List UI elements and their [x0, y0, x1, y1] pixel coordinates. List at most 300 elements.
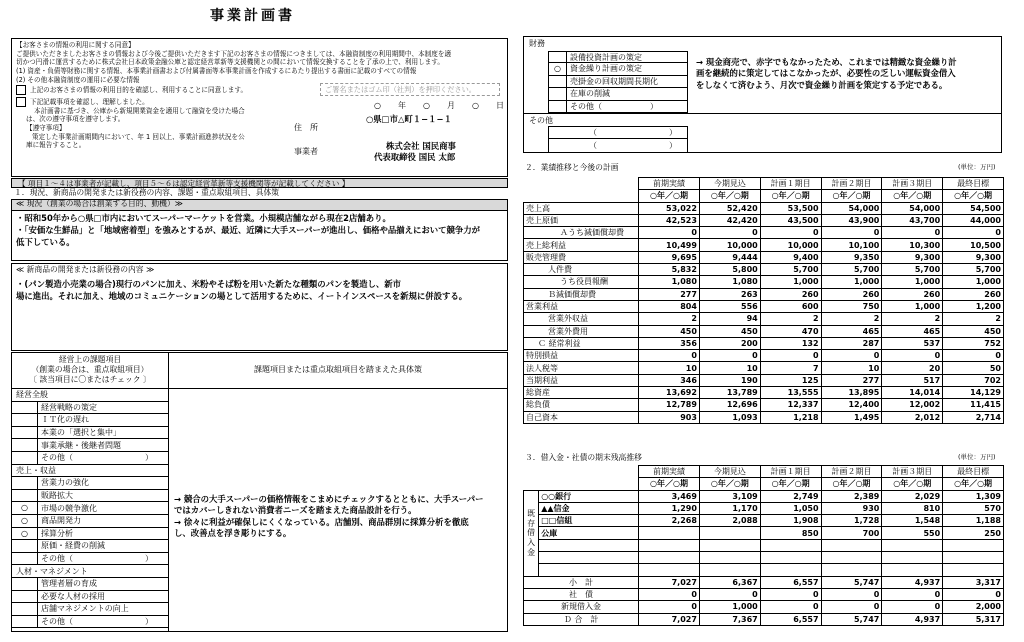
value-cell[interactable]: 250 — [943, 527, 1004, 539]
value-cell[interactable]: 2,012 — [882, 411, 943, 423]
value-cell[interactable]: 13,789 — [699, 387, 760, 399]
column-header: 計画３期目 — [882, 466, 943, 478]
consent-body: ご提供いただきましたお客さまの情報および今後ご提供いただきます下記のお客さまの情報につきましては、本融資制度の利用期間中、本制度を適 — [16, 49, 452, 58]
lender-name[interactable]: 公庫 — [539, 527, 639, 539]
value-cell[interactable]: 850 — [760, 527, 821, 539]
consent-item-2: (2) その他本融資制度の運用に必要な情報 — [16, 75, 140, 84]
value-cell[interactable] — [821, 539, 882, 551]
value-cell[interactable]: 600 — [760, 300, 821, 312]
value-cell[interactable]: 13,692 — [639, 387, 700, 399]
issue-item[interactable] — [12, 591, 168, 604]
period-cell[interactable]: ○年／○期 — [882, 190, 943, 202]
value-cell[interactable]: 1,093 — [699, 411, 760, 423]
value-cell[interactable]: 0 — [821, 227, 882, 239]
other-item-1[interactable]: （ ） — [549, 127, 687, 139]
finance-label: 財務 — [529, 39, 545, 48]
value-cell[interactable]: 9,300 — [943, 251, 1004, 263]
value-cell[interactable] — [639, 552, 700, 564]
period-cell[interactable]: ○年／○期 — [639, 190, 700, 202]
row-label: Ａうち減価償却費 — [524, 227, 639, 239]
value-cell[interactable]: 12,696 — [699, 399, 760, 411]
value-cell[interactable]: 1,000 — [943, 276, 1004, 288]
value-cell[interactable]: 465 — [882, 325, 943, 337]
value-cell[interactable]: 0 — [943, 227, 1004, 239]
row-label: 総資産 — [524, 387, 639, 399]
value-cell[interactable]: 0 — [821, 601, 882, 613]
value-cell[interactable]: 2,268 — [639, 515, 700, 527]
confirm-text-3: は、次の遵守事項を遵守します。 — [26, 115, 125, 124]
period-cell[interactable]: ○年／○期 — [821, 190, 882, 202]
value-cell[interactable]: 0 — [760, 601, 821, 613]
value-cell[interactable]: 6,557 — [760, 576, 821, 588]
value-cell[interactable]: 1,908 — [760, 515, 821, 527]
value-cell[interactable] — [882, 552, 943, 564]
issue-mark[interactable] — [12, 591, 38, 603]
lender-name[interactable] — [539, 552, 639, 564]
issue-item[interactable] — [12, 427, 168, 440]
row-label: Ｂ減価償却費 — [524, 288, 639, 300]
row-label: 販売管理費 — [524, 251, 639, 263]
value-cell[interactable]: 0 — [639, 588, 700, 600]
value-cell[interactable]: 14,129 — [943, 387, 1004, 399]
value-cell[interactable]: 0 — [699, 588, 760, 600]
issue-mark[interactable]: ○ — [12, 528, 38, 540]
value-cell[interactable]: 10,000 — [760, 239, 821, 251]
value-cell[interactable]: 43,700 — [882, 214, 943, 226]
value-cell[interactable]: 0 — [639, 227, 700, 239]
value-cell[interactable]: 5,700 — [943, 264, 1004, 276]
issue-category: 人材・マネジメント — [12, 565, 168, 578]
value-cell[interactable] — [639, 527, 700, 539]
value-cell[interactable]: 1,080 — [639, 276, 700, 288]
value-cell[interactable]: 10,500 — [943, 239, 1004, 251]
value-cell[interactable]: 1,218 — [760, 411, 821, 423]
value-cell[interactable]: 2 — [639, 313, 700, 325]
issue-label: 営業力の強化 — [41, 478, 89, 488]
value-cell[interactable]: 1,000 — [699, 601, 760, 613]
value-cell[interactable]: 260 — [821, 288, 882, 300]
issue-mark[interactable] — [12, 427, 38, 439]
issue-mark[interactable] — [12, 540, 38, 552]
issue-item[interactable] — [12, 515, 168, 528]
issue-label: 店舗マネジメントの向上 — [41, 604, 129, 614]
value-cell[interactable]: 3,469 — [639, 490, 700, 502]
issue-item[interactable] — [12, 502, 168, 515]
other-item-2[interactable]: （ ） — [589, 140, 677, 150]
value-cell[interactable]: 1,290 — [639, 502, 700, 514]
value-cell[interactable]: 14,014 — [882, 387, 943, 399]
value-cell[interactable] — [699, 527, 760, 539]
lender-name[interactable]: ○○銀行 — [539, 490, 639, 502]
finance-mark[interactable] — [549, 88, 567, 99]
value-cell[interactable]: 700 — [821, 527, 882, 539]
loan-row — [524, 502, 1004, 514]
row-label: 特別損益 — [524, 350, 639, 362]
issue-mark[interactable]: ○ — [12, 502, 38, 514]
value-cell[interactable]: 5,747 — [821, 576, 882, 588]
value-cell[interactable]: 346 — [639, 374, 700, 386]
value-cell[interactable]: 7,027 — [639, 613, 700, 625]
lender-name[interactable] — [539, 564, 639, 576]
consent-checkbox[interactable] — [16, 85, 26, 95]
period-cell[interactable]: ○年／○期 — [821, 478, 882, 490]
value-cell[interactable]: 44,000 — [943, 214, 1004, 226]
value-cell[interactable] — [760, 552, 821, 564]
issue-label: 商品開発力 — [41, 516, 81, 526]
value-cell[interactable]: 12,789 — [639, 399, 700, 411]
issues-table — [11, 352, 508, 632]
value-cell[interactable]: 43,900 — [821, 214, 882, 226]
table-row — [524, 399, 1004, 411]
period-cell[interactable]: ○年／○期 — [943, 190, 1004, 202]
value-cell[interactable] — [639, 539, 700, 551]
value-cell[interactable]: 260 — [760, 288, 821, 300]
total-label: Ｄ 合 計 — [524, 613, 639, 625]
value-cell[interactable]: 930 — [821, 502, 882, 514]
value-cell[interactable]: 5,800 — [699, 264, 760, 276]
issue-mark[interactable] — [12, 578, 38, 590]
value-cell[interactable]: 43,500 — [760, 214, 821, 226]
issue-item[interactable] — [12, 540, 168, 553]
column-header: 最終目標 — [943, 178, 1004, 190]
table-row — [524, 202, 1004, 214]
value-cell[interactable]: 9,444 — [699, 251, 760, 263]
value-cell[interactable]: 10 — [639, 362, 700, 374]
finance-mark[interactable]: ○ — [549, 63, 567, 74]
section-2-heading: ２．業績推移と今後の計画 — [525, 163, 619, 172]
value-cell[interactable]: 11,415 — [943, 399, 1004, 411]
value-cell[interactable]: 6,557 — [760, 613, 821, 625]
issue-item[interactable] — [12, 528, 168, 541]
value-cell[interactable]: 12,337 — [760, 399, 821, 411]
value-cell[interactable]: 903 — [639, 411, 700, 423]
issue-item[interactable] — [12, 402, 168, 415]
issue-mark[interactable] — [12, 452, 38, 464]
row-label: 自己資本 — [524, 411, 639, 423]
issue-item[interactable] — [12, 578, 168, 591]
value-cell[interactable]: 263 — [699, 288, 760, 300]
issue-label: その他（ ） — [41, 553, 153, 563]
row-label: 売上高 — [524, 202, 639, 214]
value-cell[interactable]: 13,555 — [760, 387, 821, 399]
value-cell[interactable]: 0 — [821, 350, 882, 362]
value-cell[interactable]: 9,350 — [821, 251, 882, 263]
value-cell[interactable]: 0 — [882, 350, 943, 362]
present-situation-box — [11, 199, 508, 261]
section-3-heading: ３．借入金・社債の期末残高推移 — [525, 453, 642, 462]
value-cell[interactable]: 260 — [882, 288, 943, 300]
issue-item[interactable] — [12, 490, 168, 503]
loan-row — [524, 490, 1004, 502]
value-cell[interactable]: 465 — [821, 325, 882, 337]
value-cell[interactable]: 2,088 — [699, 515, 760, 527]
value-cell[interactable]: 2,749 — [760, 490, 821, 502]
value-cell[interactable]: 3,109 — [699, 490, 760, 502]
value-cell[interactable]: 5,747 — [821, 613, 882, 625]
value-cell[interactable]: 9,300 — [882, 251, 943, 263]
business-label: 事業者 — [294, 147, 318, 156]
value-cell[interactable]: 1,080 — [699, 276, 760, 288]
period-cell[interactable]: ○年／○期 — [760, 190, 821, 202]
issue-item[interactable] — [12, 477, 168, 490]
value-cell[interactable]: 6,367 — [699, 576, 760, 588]
issue-item[interactable] — [12, 603, 168, 616]
value-cell[interactable]: 2 — [882, 313, 943, 325]
value-cell[interactable]: 1,309 — [943, 490, 1004, 502]
lender-name[interactable]: ▲▲信金 — [539, 502, 639, 514]
value-cell[interactable]: 50 — [943, 362, 1004, 374]
finance-label-text: 売掛金の回収期間長期化 — [570, 76, 658, 86]
value-cell[interactable]: 54,000 — [882, 202, 943, 214]
value-cell[interactable]: 10,499 — [639, 239, 700, 251]
issue-mark[interactable]: ○ — [12, 515, 38, 527]
table-row — [524, 362, 1004, 374]
value-cell[interactable]: 1,000 — [821, 276, 882, 288]
column-header: 今期見込 — [699, 466, 760, 478]
confirm-checkbox[interactable] — [16, 97, 26, 107]
issue-mark[interactable] — [12, 553, 38, 565]
value-cell[interactable]: 287 — [821, 337, 882, 349]
row-label: うち役員報酬 — [524, 276, 639, 288]
finance-mark[interactable] — [549, 101, 567, 112]
value-cell[interactable]: 2,714 — [943, 411, 1004, 423]
value-cell[interactable]: 804 — [639, 300, 700, 312]
finance-label-text: 在庫の削減 — [570, 89, 610, 99]
value-cell[interactable]: 0 — [760, 227, 821, 239]
loan-total-row — [524, 588, 1004, 600]
date-line: ○ 年 ○ 月 ○ 日 — [374, 101, 504, 110]
representative-name: 代表取締役 国民 太郎 — [374, 152, 456, 162]
value-cell[interactable] — [699, 539, 760, 551]
value-cell[interactable]: 0 — [639, 601, 700, 613]
period-cell[interactable]: ○年／○期 — [639, 478, 700, 490]
column-header: 前期実績 — [639, 466, 700, 478]
value-cell[interactable]: 20 — [882, 362, 943, 374]
period-cell[interactable]: ○年／○期 — [760, 478, 821, 490]
value-cell[interactable]: 0 — [943, 350, 1004, 362]
value-cell[interactable]: 0 — [699, 350, 760, 362]
value-cell[interactable]: 5,700 — [760, 264, 821, 276]
value-cell[interactable]: 1,200 — [943, 300, 1004, 312]
issue-mark[interactable] — [12, 490, 38, 502]
issue-mark[interactable] — [12, 603, 38, 615]
issue-mark[interactable] — [12, 439, 38, 451]
table-row — [524, 214, 1004, 226]
value-cell[interactable]: 450 — [639, 325, 700, 337]
issue-mark[interactable] — [12, 402, 38, 414]
value-cell[interactable]: 5,700 — [882, 264, 943, 276]
finance-item[interactable] — [549, 101, 687, 113]
value-cell[interactable] — [639, 564, 700, 576]
loan-table — [523, 465, 1004, 626]
value-cell[interactable]: 556 — [699, 300, 760, 312]
value-cell[interactable] — [882, 564, 943, 576]
value-cell[interactable]: 200 — [699, 337, 760, 349]
value-cell[interactable]: 5,317 — [943, 613, 1004, 625]
value-cell[interactable]: 810 — [882, 502, 943, 514]
value-cell[interactable]: 277 — [639, 288, 700, 300]
value-cell[interactable]: 2 — [943, 313, 1004, 325]
row-label: 法人税等 — [524, 362, 639, 374]
issue-mark[interactable] — [12, 616, 38, 628]
value-cell[interactable] — [760, 564, 821, 576]
value-cell[interactable]: 53,500 — [760, 202, 821, 214]
issue-item[interactable] — [12, 452, 168, 465]
new-product-line-1: ・(パン製造小売業の場合)現行のパンに加え、米粉やそば粉を用いた新たな種類のパンを製造し、新市 — [16, 279, 402, 289]
finance-item[interactable] — [549, 51, 687, 63]
value-cell[interactable]: 0 — [882, 588, 943, 600]
issue-mark[interactable] — [12, 414, 38, 426]
value-cell[interactable]: 2,029 — [882, 490, 943, 502]
value-cell[interactable]: 4,937 — [882, 576, 943, 588]
row-label: 営業外収益 — [524, 313, 639, 325]
value-cell[interactable]: 54,000 — [821, 202, 882, 214]
value-cell[interactable]: 702 — [943, 374, 1004, 386]
value-cell[interactable] — [760, 539, 821, 551]
value-cell[interactable]: 125 — [760, 374, 821, 386]
value-cell[interactable] — [943, 564, 1004, 576]
value-cell[interactable]: 0 — [882, 227, 943, 239]
value-cell[interactable]: 10,300 — [882, 239, 943, 251]
corner-cell — [524, 178, 639, 203]
value-cell[interactable]: 0 — [699, 227, 760, 239]
value-cell[interactable]: 1,188 — [943, 515, 1004, 527]
value-cell[interactable] — [699, 564, 760, 576]
other-label: その他 — [529, 116, 553, 125]
value-cell[interactable]: 0 — [760, 588, 821, 600]
value-cell[interactable]: 277 — [821, 374, 882, 386]
value-cell[interactable]: 537 — [882, 337, 943, 349]
value-cell[interactable]: 12,002 — [882, 399, 943, 411]
value-cell[interactable]: 1,548 — [882, 515, 943, 527]
period-cell[interactable]: ○年／○期 — [699, 190, 760, 202]
value-cell[interactable]: 0 — [760, 350, 821, 362]
value-cell[interactable]: 190 — [699, 374, 760, 386]
value-cell[interactable]: 356 — [639, 337, 700, 349]
value-cell[interactable]: 42,523 — [639, 214, 700, 226]
finance-item[interactable] — [549, 76, 687, 88]
value-cell[interactable]: 2 — [760, 313, 821, 325]
value-cell[interactable]: 4,937 — [882, 613, 943, 625]
value-cell[interactable]: 54,500 — [943, 202, 1004, 214]
value-cell[interactable]: 1,000 — [882, 276, 943, 288]
issue-label: その他（ ） — [41, 453, 153, 463]
value-cell[interactable]: 5,832 — [639, 264, 700, 276]
period-cell[interactable]: ○年／○期 — [699, 478, 760, 490]
value-cell[interactable]: 9,695 — [639, 251, 700, 263]
value-cell[interactable]: 42,420 — [699, 214, 760, 226]
value-cell[interactable]: 5,700 — [821, 264, 882, 276]
value-cell[interactable] — [943, 552, 1004, 564]
table-row — [524, 239, 1004, 251]
value-cell[interactable] — [699, 552, 760, 564]
value-cell[interactable]: 0 — [821, 588, 882, 600]
issue-item[interactable] — [12, 616, 168, 629]
value-cell[interactable] — [821, 564, 882, 576]
issue-mark[interactable] — [12, 477, 38, 489]
value-cell[interactable]: 2,389 — [821, 490, 882, 502]
value-cell[interactable]: 10 — [699, 362, 760, 374]
section-1-heading: １．現況、新商品の開発または新役務の内容、課題・重点取組項目、具体策 — [14, 188, 280, 197]
value-cell[interactable]: 1,728 — [821, 515, 882, 527]
value-cell[interactable]: 450 — [699, 325, 760, 337]
finance-mark[interactable] — [549, 52, 567, 62]
value-cell[interactable]: 10,000 — [699, 239, 760, 251]
finance-label-text: 設備投資計画の策定 — [570, 52, 642, 62]
value-cell[interactable]: 13,895 — [821, 387, 882, 399]
issue-label: 本業の「選択と集中」 — [41, 427, 121, 437]
lender-name[interactable] — [539, 539, 639, 551]
row-label: 営業外費用 — [524, 325, 639, 337]
value-cell[interactable]: 0 — [639, 350, 700, 362]
loan-row — [524, 539, 1004, 551]
value-cell[interactable]: 1,000 — [882, 300, 943, 312]
row-label: 当期利益 — [524, 374, 639, 386]
value-cell[interactable]: 10,100 — [821, 239, 882, 251]
company-name: 株式会社 国民商事 — [386, 141, 456, 151]
value-cell[interactable] — [882, 539, 943, 551]
value-cell[interactable]: 470 — [760, 325, 821, 337]
value-cell[interactable]: 53,022 — [639, 202, 700, 214]
value-cell[interactable]: 9,400 — [760, 251, 821, 263]
value-cell[interactable]: 7 — [760, 362, 821, 374]
value-cell[interactable]: 1,170 — [699, 502, 760, 514]
value-cell[interactable]: 750 — [821, 300, 882, 312]
finance-mark[interactable] — [549, 76, 567, 87]
value-cell[interactable]: 132 — [760, 337, 821, 349]
signature-stamp-area[interactable]: ご署名またはゴム印（社判）を押印ください。 — [320, 83, 500, 96]
value-cell[interactable]: 94 — [699, 313, 760, 325]
value-cell[interactable]: 1,495 — [821, 411, 882, 423]
table-row — [524, 325, 1004, 337]
value-cell[interactable]: 0 — [882, 601, 943, 613]
value-cell[interactable]: 0 — [943, 588, 1004, 600]
total-label: 小 計 — [524, 576, 639, 588]
period-cell[interactable]: ○年／○期 — [882, 478, 943, 490]
value-cell[interactable]: 2,000 — [943, 601, 1004, 613]
finance-item[interactable] — [549, 88, 687, 100]
value-cell[interactable]: 450 — [943, 325, 1004, 337]
issue-label: その他（ ） — [41, 616, 153, 626]
period-cell[interactable]: ○年／○期 — [943, 478, 1004, 490]
value-cell[interactable]: 517 — [882, 374, 943, 386]
value-cell[interactable]: 10 — [821, 362, 882, 374]
value-cell[interactable]: 7,027 — [639, 576, 700, 588]
value-cell[interactable]: 260 — [943, 288, 1004, 300]
value-cell[interactable]: 12,400 — [821, 399, 882, 411]
value-cell[interactable]: 2 — [821, 313, 882, 325]
value-cell[interactable]: 52,420 — [699, 202, 760, 214]
issue-item[interactable] — [12, 414, 168, 427]
finance-note: → 現金商売で、赤字でもなかったため、これまでは精緻な資金繰り計 画を継続的に策定してはこなかったが、必要性の乏しい運転資金借入 をしなくて済むよう、月次で資金繰り計画を策定する予定である。 — [696, 57, 957, 90]
value-cell[interactable]: 1,050 — [760, 502, 821, 514]
issue-item[interactable] — [12, 553, 168, 566]
issue-label: 管理者層の育成 — [41, 579, 97, 589]
issues-heading-sub: （創業の場合は、重点取組項目） — [31, 365, 149, 375]
value-cell[interactable]: 570 — [943, 502, 1004, 514]
finance-item[interactable] — [549, 63, 687, 75]
value-cell[interactable]: 752 — [943, 337, 1004, 349]
value-cell[interactable]: 7,367 — [699, 613, 760, 625]
lender-name[interactable]: □□信組 — [539, 515, 639, 527]
value-cell[interactable] — [821, 552, 882, 564]
issue-item[interactable] — [12, 439, 168, 452]
value-cell[interactable] — [943, 539, 1004, 551]
value-cell[interactable]: 3,317 — [943, 576, 1004, 588]
row-label: 売上原価 — [524, 214, 639, 226]
value-cell[interactable]: 1,000 — [760, 276, 821, 288]
value-cell[interactable]: 550 — [882, 527, 943, 539]
